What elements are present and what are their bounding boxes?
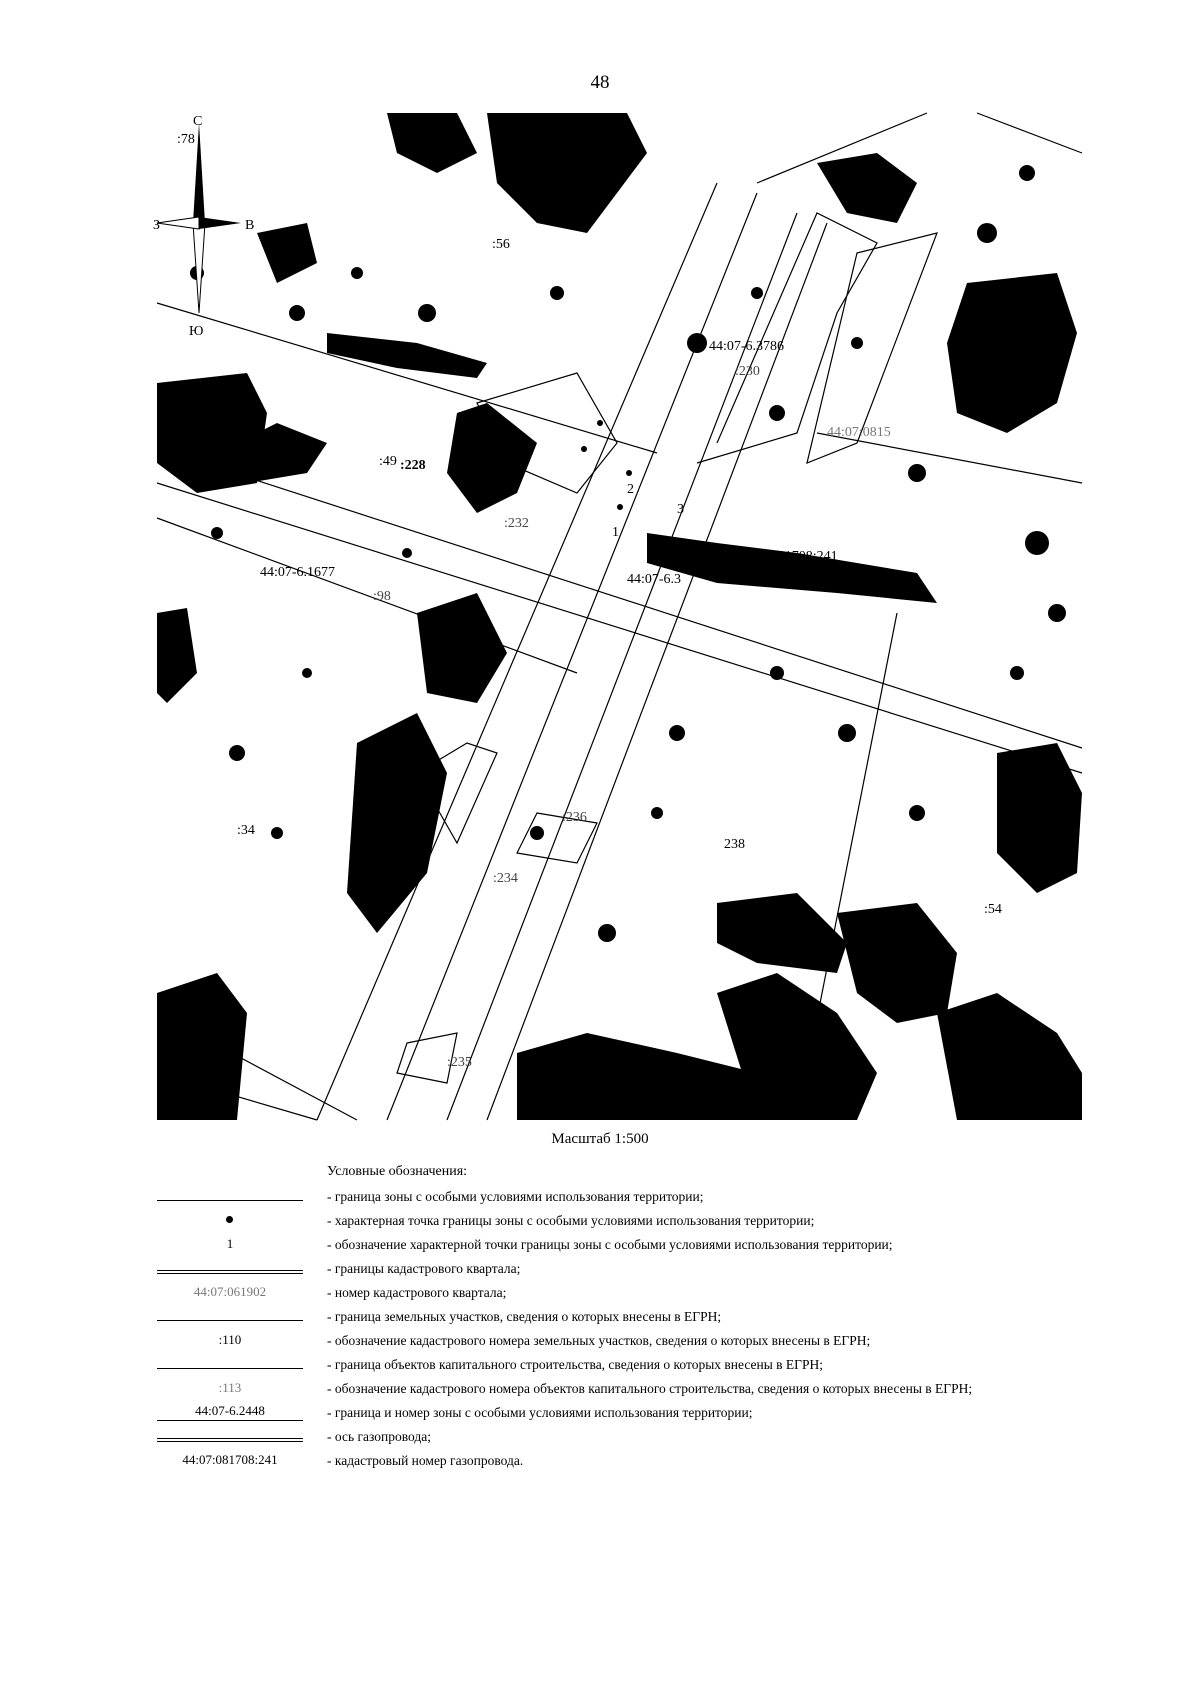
legend-item bbox=[157, 1258, 1157, 1282]
legend-item bbox=[157, 1234, 1157, 1258]
map-label: 238 bbox=[724, 837, 745, 852]
legend-item bbox=[157, 1450, 1157, 1474]
cadastral-map bbox=[153, 113, 1082, 1120]
map-label: :236 bbox=[562, 810, 587, 825]
map-label: :49 bbox=[379, 454, 397, 469]
zone-number-label: 44:07-6.1677 bbox=[260, 565, 336, 580]
legend-symbol-point-label: 1 bbox=[226, 1236, 234, 1251]
legend-symbol-zone-number: 44:07-6.2448 bbox=[157, 1402, 303, 1426]
legend-symbol-building-boundary bbox=[157, 1354, 303, 1378]
legend-symbol-building-number: :113 bbox=[218, 1380, 242, 1395]
legend-item bbox=[157, 1378, 1157, 1402]
map-label: :230 bbox=[735, 364, 760, 379]
zone-number-label: 44:07-6.3 bbox=[627, 572, 682, 587]
legend-item bbox=[157, 1402, 1157, 1426]
map-label: :54 bbox=[984, 902, 1002, 917]
map-canvas bbox=[153, 113, 1082, 1120]
legend-title: Условные обозначения: bbox=[327, 1164, 468, 1179]
legend-text: - граница земельных участков, сведения о которых внесены в ЕГРН; bbox=[327, 1309, 722, 1324]
compass-south-label: Ю bbox=[189, 324, 204, 339]
point-label: 1 bbox=[612, 525, 619, 540]
quarter-number-label: 44:07:0815 bbox=[827, 425, 891, 440]
legend-text: - обозначение кадастрового номера объектов капитального строительства, сведения о которых внесены в ЕГРН; bbox=[327, 1381, 973, 1396]
map-label: :78 bbox=[177, 132, 195, 147]
map-label: :228 bbox=[400, 458, 426, 473]
gas-pipeline-number: 44:07:081708:241 bbox=[735, 549, 838, 564]
legend-text: - номер кадастрового квартала; bbox=[327, 1285, 507, 1300]
legend-text: - границы кадастрового квартала; bbox=[327, 1261, 521, 1276]
legend-symbol-gas-axis bbox=[157, 1426, 303, 1450]
legend-symbol-gas-number: 44:07:081708:241 bbox=[182, 1452, 278, 1467]
legend-item bbox=[157, 1186, 1157, 1210]
legend-item bbox=[157, 1330, 1157, 1354]
legend-text: - ось газопровода; bbox=[327, 1429, 431, 1444]
legend-text: - граница и номер зоны с особыми условиями использования территории; bbox=[327, 1405, 753, 1420]
legend-item bbox=[157, 1210, 1157, 1234]
legend-symbol-quarter-boundary bbox=[157, 1258, 303, 1282]
map-label: 12 bbox=[1032, 332, 1046, 347]
compass-north-label: С bbox=[193, 114, 203, 129]
legend-symbol-parcel-boundary bbox=[157, 1306, 303, 1330]
legend-symbol-point bbox=[157, 1210, 303, 1234]
legend-item bbox=[157, 1426, 1157, 1450]
legend-text: - обозначение кадастрового номера земельных участков, сведения о которых внесены в ЕГРН; bbox=[327, 1333, 871, 1348]
legend-text: - граница объектов капитального строительства, сведения о которых внесены в ЕГРН; bbox=[327, 1357, 823, 1372]
map-label: :56 bbox=[492, 237, 510, 252]
legend-text: - обозначение характерной точки границы зоны с особыми условиями использования территории; bbox=[327, 1237, 893, 1252]
compass-east-label: В bbox=[245, 218, 255, 233]
point-label: 2 bbox=[627, 482, 634, 497]
point-label: 3 bbox=[677, 502, 684, 517]
legend-symbol-quarter-number: 44:07:061902 bbox=[193, 1284, 267, 1299]
legend-symbol-parcel-number: :110 bbox=[218, 1332, 242, 1347]
map-label: :34 bbox=[237, 823, 255, 838]
legend-item bbox=[157, 1354, 1157, 1378]
map-scale: Масштаб 1:500 bbox=[551, 1131, 649, 1147]
legend-text: - характерная точка границы зоны с особыми условиями использования территории; bbox=[327, 1213, 815, 1228]
page-number: 48 bbox=[590, 72, 610, 93]
map-label: :234 bbox=[493, 871, 518, 886]
map-label: :98 bbox=[373, 589, 391, 604]
legend-text: - граница зоны с особыми условиями использования территории; bbox=[327, 1189, 704, 1204]
legend-symbol-zone-boundary bbox=[157, 1186, 303, 1210]
zone-number-label: 44:07-6.3786 bbox=[709, 339, 785, 354]
point-label: 4 bbox=[662, 542, 669, 557]
legend-item bbox=[157, 1306, 1157, 1330]
map-label: :232 bbox=[504, 516, 529, 531]
legend-item bbox=[157, 1282, 1157, 1306]
legend-text: - кадастровый номер газопровода. bbox=[327, 1453, 524, 1468]
map-label: :235 bbox=[447, 1055, 472, 1070]
compass-west-label: З bbox=[153, 218, 161, 233]
